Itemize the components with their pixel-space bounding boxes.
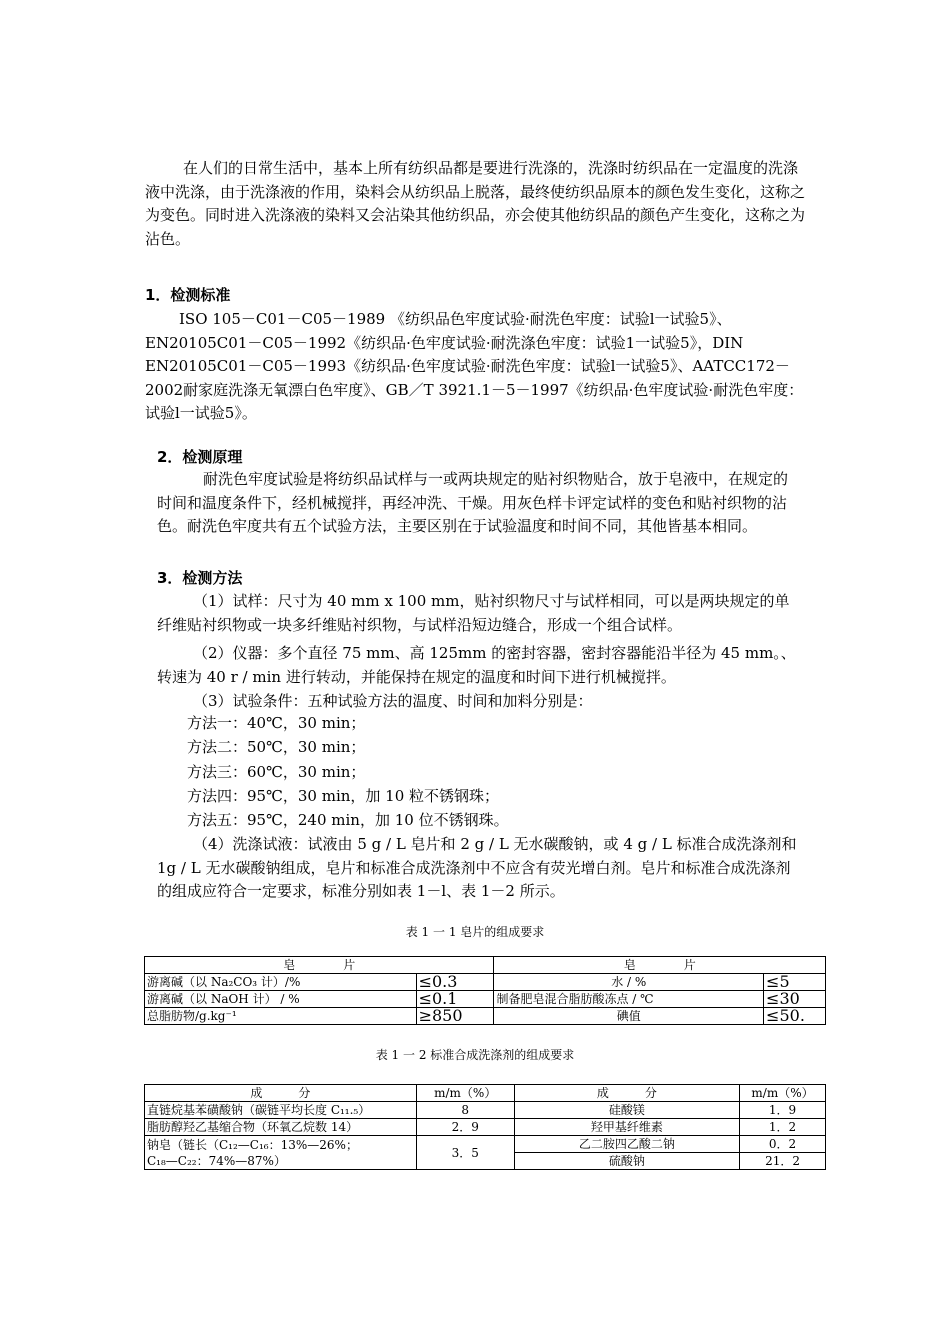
method-conditions-paragraph: （3）试验条件：五种试验方法的温度、时间和加料分别是： — [193, 692, 593, 710]
table-cell-label: 制备肥皂混合脂肪酸冻点 / ℃ — [494, 991, 764, 1008]
table-cell-value: ≤5 — [764, 974, 826, 991]
table-cell-value: 21．2 — [740, 1153, 826, 1170]
table-cell-label: 乙二胺四乙酸二钠 — [514, 1136, 739, 1153]
table-1-caption: 表 1 一 1 皂片的组成要求 — [405, 925, 545, 939]
intro-paragraph: 在人们的日常生活中，基本上所有纺织品都是要进行洗涤的，洗涤时纺织品在一定温度的洗涤液中洗涤，由于洗涤液的作用，染料会从纺织品上脱落，最终使纺织品原本的颜色发生变化，这称之为变色。同时进入洗涤液的染料又会沾染其他纺织品，亦会使其他纺织品的颜色产生变化，这称之为沾色。 — [145, 159, 806, 248]
table-cell-label: 羟甲基纤维素 — [514, 1119, 739, 1136]
table-cell-label: 硫酸钠 — [514, 1153, 739, 1170]
table-cell-label-line: C₁₈—C₂₂：74%—87%） — [147, 1153, 286, 1168]
table-cell-label — [145, 1136, 417, 1170]
table-cell-label: 游离碱（以 Na₂CO₃ 计）/% — [145, 974, 417, 991]
table-cell-label: 总脂肪物/g.kg⁻¹ — [145, 1008, 417, 1025]
table-cell-label: 碘值 — [494, 1008, 764, 1025]
table-header-row — [145, 1085, 826, 1102]
section-3-heading: 3．检测方法 — [157, 569, 243, 587]
table-cell-value: ≤50. — [764, 1008, 826, 1025]
table-cell-value: 3．5 — [416, 1136, 514, 1170]
table-row — [145, 991, 826, 1008]
method-sample-paragraph: （1）试样：尺寸为 40 mm x 100 mm，贴衬织物尺寸与试样相同，可以是两块规定的单纤维贴衬织物或一块多纤维贴衬织物，与试样沿短边缝合，形成一个组合试样。 — [157, 592, 790, 634]
table-cell-value: ≤0.3 — [416, 974, 494, 991]
table-cell-value: 0．2 — [740, 1136, 826, 1153]
method-item: 方法二：50℃，30 min； — [187, 738, 366, 756]
table-header-cell: m/m（%） — [416, 1085, 514, 1102]
method-item: 方法一：40℃，30 min； — [187, 714, 366, 732]
table-cell-value: ≤30 — [764, 991, 826, 1008]
method-item: 方法三：60℃，30 min； — [187, 763, 366, 781]
table-row — [145, 1119, 826, 1136]
table-2-caption: 表 1 一 2 标准合成洗涤剂的组成要求 — [375, 1048, 575, 1062]
table-header-cell: 皂 片 — [145, 957, 494, 974]
table-header-row — [145, 957, 826, 974]
detergent-composition-table — [144, 1084, 826, 1170]
table-cell-value: 1．2 — [740, 1119, 826, 1136]
section-1-heading: 1．检测标准 — [145, 286, 231, 304]
method-detergent-paragraph: （4）洗涤试液：试液由 5 g / L 皂片和 2 g / L 无水碳酸钠，或 4 g / L 标准合成洗涤剂和 1g / L 无水碳酸钠组成，皂片和标准合成洗涤剂中不应含有荧光增白剂。皂片和标准合成洗涤剂的组成应符合一定要求，标准分别如表 1－l、表 1－2 所示。 — [157, 835, 797, 900]
table-cell-label-line: 钠皂（链长（C₁₂—C₁₆：13%—26%； — [147, 1137, 358, 1152]
section-1-body: ISO 105－C01－C05－1989 《纺织品色牢度试验·耐洗色牢度：试验l一试验5》、EN20105C01－C05－1992《纺织品·色牢度试验·耐洗涤色牢度：试验1一试验5》，DIN EN20105C01－C05－1993《纺织品·色牢度试验·耐洗色牢度：试验l一试验5》、AATCC172－2002耐家庭洗涤无氧漂白色牢度》、GB／T 3921.1－5－1997《纺织品·色牢度试验·耐洗色牢度：试验l一试验5》。 — [145, 310, 804, 422]
table-cell-value: ≥850 — [416, 1008, 494, 1025]
method-instrument-paragraph: （2）仪器：多个直径 75 mm、高 125mm 的密封容器，密封容器能沿半径为 45 mm。、转速为 40 r / min 进行转动，并能保持在规定的温度和时间下进行机械搅拌。 — [157, 644, 796, 686]
table-cell-value: 2．9 — [416, 1119, 514, 1136]
table-row — [145, 1136, 826, 1153]
method-item: 方法五：95℃，240 min，加 10 位不锈钢珠。 — [187, 811, 509, 829]
table-row — [145, 974, 826, 991]
table-cell-label: 游离碱（以 NaOH 计） / % — [145, 991, 417, 1008]
table-header-cell: m/m（%） — [740, 1085, 826, 1102]
table-cell-value: 1．9 — [740, 1102, 826, 1119]
section-2-body: 耐洗色牢度试验是将纺织品试样与一或两块规定的贴衬织物贴合，放于皂液中，在规定的时间和温度条件下，经机械搅拌，再经冲洗、干燥。用灰色样卡评定试样的变色和贴衬织物的沾色。耐洗色牢度共有五个试验方法，主要区别在于试验温度和时间不同，其他皆基本相同。 — [157, 470, 789, 535]
section-2-heading: 2．检测原理 — [157, 448, 243, 466]
table-header-cell: 成 分 — [145, 1085, 417, 1102]
table-row — [145, 1008, 826, 1025]
table-cell-label: 水 / % — [494, 974, 764, 991]
table-row — [145, 1102, 826, 1119]
method-item: 方法四：95℃，30 min，加 10 粒不锈钢珠； — [187, 787, 500, 805]
table-header-cell: 成 分 — [514, 1085, 739, 1102]
table-cell-label: 硅酸镁 — [514, 1102, 739, 1119]
table-header-cell: 皂 片 — [494, 957, 826, 974]
table-cell-value: 8 — [416, 1102, 514, 1119]
table-cell-value: ≤0.1 — [416, 991, 494, 1008]
table-cell-label: 脂肪醇羟乙基缩合物（环氧乙烷数 14） — [145, 1119, 417, 1136]
table-cell-label: 直链烷基苯磺酸钠（碳链平均长度 C₁₁.₅） — [145, 1102, 417, 1119]
soap-composition-table — [144, 956, 826, 1025]
